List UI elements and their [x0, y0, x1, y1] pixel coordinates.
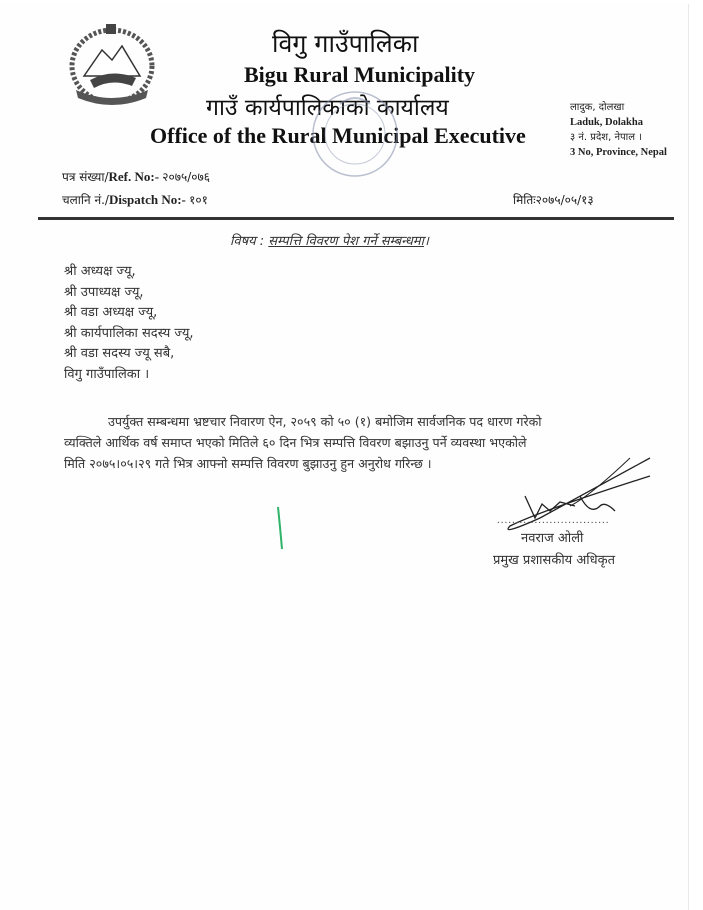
office-name-nepali: गाउँ कार्यपालिकाको कार्यालय [206, 95, 449, 121]
address-line-2: Laduk, Dolakha [570, 117, 643, 128]
ref-label-english: Ref. No:- [108, 169, 163, 184]
letter-date [513, 191, 594, 208]
address-line-4: 3 No, Province, Nepal [570, 147, 667, 158]
subject-line [230, 231, 429, 249]
subject-end: । [423, 234, 429, 249]
letter-page [0, 4, 689, 910]
reference-number [62, 168, 210, 185]
green-pen-mark-icon [277, 507, 283, 549]
addressee: श्री वडा अध्यक्ष ज्यू, [64, 305, 158, 320]
addressee: श्री अध्यक्ष ज्यू, [64, 264, 136, 279]
office-address [570, 100, 667, 160]
addressee-list [64, 262, 194, 385]
date-label: मितिः [513, 193, 536, 207]
dispatch-value: १०१ [189, 193, 208, 207]
addressee: श्री उपाध्यक्ष ज्यू, [64, 284, 144, 300]
addressee: विगु गाउँपालिका । [64, 366, 150, 382]
dispatch-label-english: Dispatch No:- [108, 192, 190, 207]
header-divider [38, 217, 674, 220]
subject-text: सम्पत्ति विवरण पेश गर्ने सम्बन्धमा [268, 234, 424, 249]
office-stamp-icon [300, 84, 410, 184]
address-line-1: लादुक, दोलखा [570, 102, 625, 113]
office-name-english: Office of the Rural Municipal Executive [150, 123, 526, 148]
municipality-name-nepali: विगु गाउँपालिका [272, 29, 419, 58]
addressee: श्री वडा सदस्य ज्यू सबै, [64, 346, 175, 361]
subject-label: विषय : [230, 234, 269, 249]
body-line: व्यक्तिले आर्थिक वर्ष समाप्त भएको मितिले ६० दिन भित्र सम्पत्ति विवरण बझाउनु पर्ने व्यवस्था भएकोले [64, 435, 527, 450]
date-value: २०७५/०५/१३ [535, 193, 594, 207]
ref-label-nepali: पत्र संख्या/ [62, 170, 109, 184]
emblem-logo-icon [66, 20, 158, 110]
signature-dotted-line: .............................. [497, 514, 610, 526]
body-line: मिति २०७५।०५।२९ गते भित्र आफ्नो सम्पत्ति विवरण बुझाउनु हुन अनुरोध गरिन्छ । [64, 456, 432, 471]
signatory-name: नवराज ओली [521, 531, 584, 546]
body-line: उपर्युक्त सम्बन्धमा भ्रष्टचार निवारण ऐन, २०५९ को ५० (१) बमोजिम सार्वजनिक पद धारण गरेको [108, 414, 542, 429]
address-line-3: ३ नं. प्रदेश, नेपाल । [570, 132, 643, 143]
dispatch-number [62, 191, 208, 208]
ref-value: २०७५/०७६ [162, 170, 211, 184]
addressee: श्री कार्यपालिका सदस्य ज्यू, [64, 325, 194, 341]
municipality-name-english: Bigu Rural Municipality [244, 62, 476, 87]
signatory-title: प्रमुख प्रशासकीय अधिकृत [493, 553, 616, 568]
dispatch-label-nepali: चलानि नं./ [62, 193, 109, 207]
